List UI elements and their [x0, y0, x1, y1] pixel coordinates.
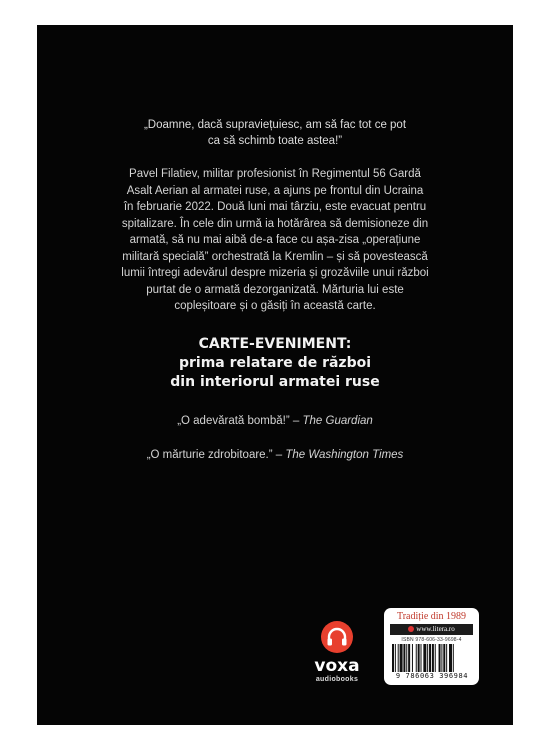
review-text: „O mărturie zdrobitoare.” – — [146, 449, 286, 461]
review-source: The Guardian — [302, 415, 373, 427]
publisher-website — [390, 624, 473, 635]
review-text: „O adevărată bombă!” – — [177, 415, 303, 427]
barcode-number: 9 786063 396984 — [395, 672, 469, 680]
barcode-label — [384, 608, 479, 685]
logo-name: voxa — [314, 656, 360, 676]
headline — [37, 335, 513, 392]
review-source: The Washington Times — [285, 449, 404, 461]
epigraph-line: ca să schimb toate astea!” — [207, 135, 343, 147]
blurb-line: în februarie 2022. Două luni mai târziu, este evacuat pentru — [123, 201, 427, 213]
publisher-tagline: Tradiție din 1989 — [396, 611, 467, 622]
epigraph — [37, 117, 513, 149]
blurb-line: purtat de o armată dezorganizată. Mărturia lui este — [146, 283, 404, 296]
blurb-line: Pavel Filatiev, militar profesionist în Regimentul 56 Gardă — [129, 168, 421, 180]
headline-line: din interiorul armatei ruse — [170, 374, 380, 390]
blurb-line: lumii întregi adevărul despre mizeria și grozăviile unui război — [121, 267, 429, 279]
review-quote — [37, 415, 513, 427]
logo-subtitle: audiobooks — [315, 676, 359, 683]
blurb-line: armată, să nu mai aibă de-a face cu așa-zisa „operațiune — [129, 234, 421, 246]
epigraph-line: „Doamne, dacă supraviețuiesc, am să fac tot ce pot — [143, 119, 407, 131]
blurb-line: militară specială” orchestrată la Kremlin – și să povestească — [122, 250, 428, 263]
blurb-line: Asalt Aerian al armatei ruse, a ajuns pe frontul din Ucraina — [126, 184, 424, 197]
isbn-text: ISBN 978-606-33-9698-4 — [401, 637, 462, 643]
blurb-line: spitalizare. În cele din urmă ia hotărârea să demisioneze din — [121, 217, 429, 230]
book-blurb — [95, 166, 455, 315]
website-text: www.litera.ro — [416, 625, 455, 633]
barcode — [392, 644, 472, 672]
globe-icon — [408, 626, 414, 632]
headline-line: CARTE-EVENIMENT: — [198, 336, 352, 352]
voxa-logo — [302, 620, 372, 692]
review-quote — [37, 449, 513, 461]
headline-line: prima relatare de război — [178, 355, 372, 371]
back-cover — [37, 25, 513, 725]
headphones-icon — [320, 620, 354, 654]
blurb-line: copleșitoare și o găsiți în această carte. — [174, 300, 376, 312]
